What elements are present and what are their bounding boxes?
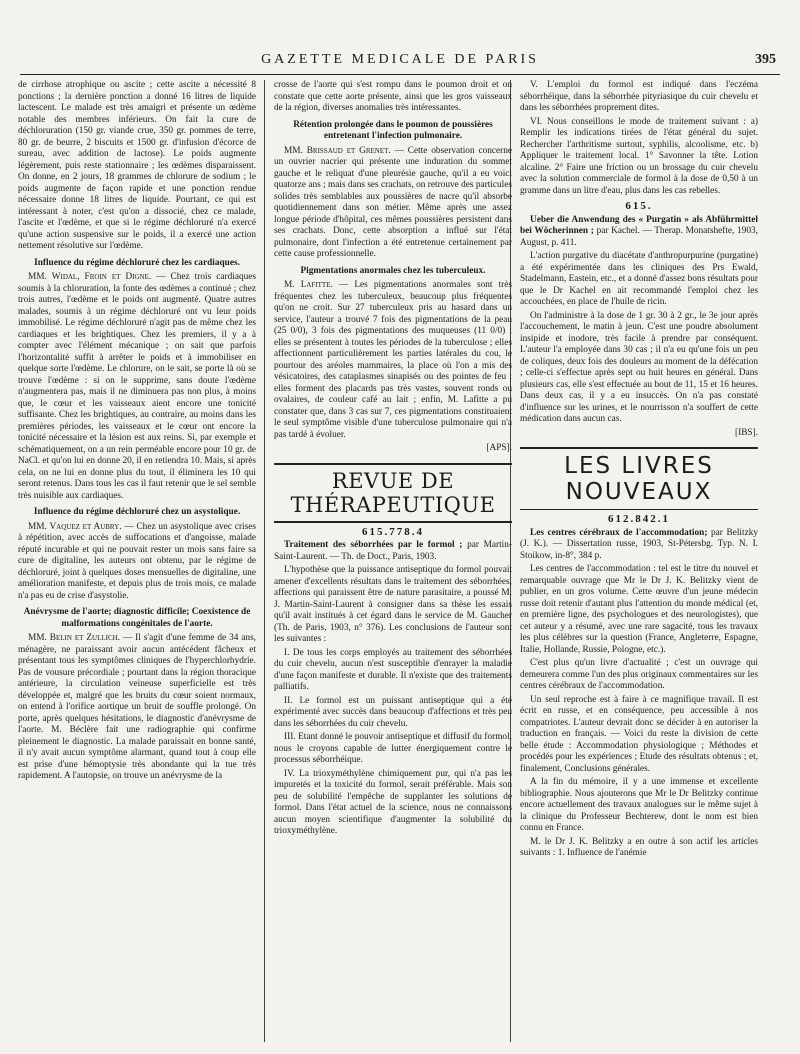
paragraph: III. Etant donné le pouvoir antiseptique et diffusif du formol, nous le croyons capable de lutter énergiquement contre le processus séborrhéique. bbox=[274, 732, 512, 765]
paragraph bbox=[18, 522, 256, 603]
reference-title: Traitement des séborrhées par le formol ; bbox=[284, 540, 463, 550]
paragraph: Les centres de l'accommodation : tel est le titre du nouvel et remarquable ouvrage que Mr le Dr J. K. Belitzky vient de publier, en un gros volume. Cette œuvre d'un jeune médecin russe doit retenir d'autant plus l'attention du monde médical (et, en première ligne, des psychologues et des neurologistes), que cet auteur y a résumé, avec une rare sagacité, tous les travaux les plus célèbres sur la question (France, Angleterre, Espagne, Italie, Hollande, Russie, Pologne, etc.). bbox=[520, 564, 758, 655]
paragraph bbox=[274, 146, 512, 261]
authors: MM. Brissaud et Grenet. bbox=[284, 145, 391, 156]
classification-number: 612.842.1 bbox=[608, 513, 670, 525]
authors: MM. Vaquez et Aubry. bbox=[28, 521, 122, 532]
reference bbox=[274, 540, 512, 563]
section-heading: Pigmentations anormales chez les tuberculeux. bbox=[300, 265, 486, 276]
authors: MM. Belin et Zullich. bbox=[28, 633, 121, 643]
paragraph: Un seul reproche est à faire à ce magnifique travail. Il est écrit en russe, et en conséquence, peu accessible à nos compatriotes. L'auteur devrait donc se décider à en autoriser la traduction en français. — Voici du reste la division de cette belle étude : Accommodation physiologique ; Méthodes et procédés pour les expériences ; Etude des résultats obtenus ; et, finalement, Conclusions générales. bbox=[520, 694, 758, 774]
section-banner-livres: LES LIVRES NOUVEAUX bbox=[520, 447, 758, 510]
paragraph: L'hypothèse que la puissance antiseptique du formol pouvait amener d'excellents résultats dans le traitement des séborrhées, affections qui paraissent être de nature parasitaire, a poussé M. J. Martin-Saint-Laurent à consigner dans sa thèse les essais qu'il avait institués à cet égard dans le service de M. Gaucher (Th. de Paris, 1903, n° 376). Les conclusions de l'auteur sont les suivantes : bbox=[274, 565, 512, 644]
reference bbox=[520, 215, 758, 250]
classification-number: 615.778.4 bbox=[362, 525, 424, 538]
paragraph: II. Le formol est un puissant antiseptique qui a été expérimenté avec succès dans beaucoup d'affections et très peu dans les séborrhées du cuir chevelu. bbox=[274, 695, 512, 729]
column-2 bbox=[274, 80, 512, 1045]
signature: [IBS]. bbox=[735, 427, 758, 438]
paragraph-text: — Les pigmentations anormales sont très fréquentes chez les tuberculeux, beaucoup plus fréquentes qu'on ne croit. Sur 27 tuberculeux pris au hasard dans un service, l'auteur a trouvé 7 fois des pigmentations de la peau (25 0/0), 3 fois des pigmentations des muqueuses (11 0/0) ; elles se présentent à toutes les périodes de la tuberculose ; elles affectionnent particulièrement les parties latérales du cou, le pourtour des aréoles mammaires, la place où l'on a mis des vésicatoires, des cataplasmes sinapisés ou des pointes de feu ; elles forment des placards pas très vastes, souvent ronds ou ovalaires, de couleur café au lait ; enfin, M. Lafitte a pu constater que, dans 3 cas sur 7, ces pigmentations constituaient le seul symptôme visible d'une tuberculose pulmonaire qui n'a pas tardé à évoluer. bbox=[274, 280, 512, 440]
authors: M. Lafitte. bbox=[284, 280, 333, 290]
reference-details: par Martin-Saint-Laurent. — Th. de Doct., Paris, 1903. bbox=[274, 540, 512, 562]
column-1 bbox=[18, 80, 256, 1045]
running-head bbox=[20, 52, 780, 75]
paragraph-text: — Chez un asystolique avec crises à répétition, avec accès de suffocations et d'angoisse, malade réputé incurable et qui ne pouvait rester un mois sans faire sa cure de digitaline, les auteurs ont obtenu, par le régime de déchloruré, joint à quelques doses mensuelles de digitaline, une amélioration manifeste, et depuis plus de trois mois, ce malade n'a pas eu de crise d'asystolie. bbox=[18, 521, 256, 601]
paragraph: M. le Dr J. K. Belitzky a en outre à son actif les articles suivants : 1. Influence de l'anémie bbox=[520, 836, 758, 858]
section-heading: Influence du régime déchloruré chez un asystolique. bbox=[33, 507, 241, 517]
paragraph: I. De tous les corps employés au traitement des séborrhées du cuir chevelu, aucun n'est susceptible d'enrayer la maladie d'une façon manifeste et durable. Il n'existe que des traitements palliatifs. bbox=[274, 647, 512, 692]
section-banner-therapeutique: REVUE DE THÉRAPEUTIQUE bbox=[274, 463, 512, 523]
paragraph: V. L'emploi du formol est indiqué dans l'eczéma séborrhéique, dans la séborrhée pityriasique du cuir chevelu et dans les séborrhées proprement dites. bbox=[520, 80, 758, 113]
reference-details: par Kachel. — Therap. Monatshefte, 1903, August, p. 411. bbox=[520, 226, 758, 248]
page-number: 395 bbox=[755, 52, 776, 67]
paragraph bbox=[18, 272, 256, 502]
paragraph bbox=[18, 633, 256, 783]
paragraph: IV. La trioxyméthylène chimiquement pur, qui n'a pas les impuretés et la toxicité du formol, serait préférable. Mais son peu de solubilité l'empêche de supplanter les solutions de formol. Dans l'état actuel de la science, nous ne connaissons aucun moyen scientifique d'augmenter la solubilité du trioxyméthylène. bbox=[274, 768, 512, 836]
paragraph: crosse de l'aorte qui s'est rompu dans le poumon droit et on constate que cette aorte présente, ainsi que les gros vaisseaux de la région, diverses anomalies très intéressantes. bbox=[274, 80, 512, 113]
column-3 bbox=[520, 80, 758, 1045]
paragraph-text: — Chez trois cardiaques soumis à la chloruration, la fonte des œdèmes a continué ; chez trois autres, l'œdème et le poids ont augmenté. Quatre autres malades, soumis à un régime déchloruré ont vu leur poids immobilisé. Le régime déchloruré n'agit pas de même chez les cardiaques et les brightiques. Chez les premiers, il y a à compter avec l'élément mécanique ; on sait que parfois l'horizontalité suffit à arrêter le poids et à immobiliser en quelque sorte l'œdème. Le chlorure, on le sait, se porte là où se trouve l'œdème : si on le supprime, sans doute l'œdème n'augmentera pas, mais il ne diminuera pas non plus, à moins que, le cœur et les vaisseaux aient encore une tonicité suffisante. Chez les brightiques, au contraire, au moins dans les premières périodes, les vaisseaux et le cœur ont encore la tonicité nécessaire et la lésion est aux reins. Si, par exemple et schématiquement, on a un rein perméable encore pour 10 gr. de NaCl. et qu'on lui en donne 20, il en retiendra 10. Mais, si après cela, on ne lui en donne plus du tout, il éliminera les 10 qui seront retenus. Dans tous les cas il faut retenir que le sel semble très nuisible aux cardiaques. bbox=[18, 272, 256, 501]
paragraph: C'est plus qu'un livre d'actualité ; c'est un ouvrage qui demeurera comme l'un des plus originaux commentaires sur les centres cérébraux de l'accommodation. bbox=[520, 658, 758, 691]
reference-title: Ueber die Anwendung des « Purgatin » als Abführmittel bei Wöcherinnen ; bbox=[520, 214, 758, 236]
reference-details: par Belitzky (J. K.). — Dissertation russe, 1903, St-Pétersbg. Typ. N. I. Stoikow, in-8°, 384 p. bbox=[520, 527, 758, 561]
paragraph: A la fin du mémoire, il y a une immense et excellente bibliographie. Nous ajouterons que Mr le Dr Belitzky continue encore actuellement des travaux analogues sur le même sujet à la clinique du Professeur Bechterew, dont le nom est bien connu en France. bbox=[520, 777, 758, 833]
classification-number: 615. bbox=[625, 200, 653, 212]
paragraph: L'action purgative du diacétate d'anthropurpurine (purgatine) a été expérimentée dans les cliniques des Prs Ewald, Stadelmann, Eastein, etc., et a donné d'assez bons résultats pour que le Dr Kachel en ait recommandé l'emploi chez les accouchées, en place de l'huile de ricin. bbox=[520, 251, 758, 307]
authors: MM. Widal, Froin et Digne. bbox=[28, 272, 152, 282]
signature: [APS]. bbox=[486, 443, 512, 453]
paragraph: On l'administre à la dose de 1 gr. 30 à 2 gr., le 3e jour après l'accouchement, le matin à jeun. C'est une poudre absolument insipide et inodore, très facile à prendre par conséquent. L'auteur l'a employée dans 30 cas ; il n'a eu qu'une fois un peu de coliques, deux fois des douleurs au moment de la défécation ; celle-ci s'effectue après sept ou huit heures en général. Dans plusieurs cas, elle s'est effectuée au bout de 11, 15 et 16 heures. Dans deux cas, il y a eu insuccès. On n'a pas constaté d'influence sur les urines, et le nourrisson n'a souffert de cette médication dans aucun cas. bbox=[520, 310, 758, 424]
paragraph: VI. Nous conseillons le mode de traitement suivant : a) Remplir les indications tirées de l'état général du sujet. Rechercher l'arthritisme surtout, syphilis, alcoolisme, etc. b) Appliquer le traitement local. 1° Savonner la tête. Lotion alcaline. 2° Faire une friction ou un brossage du cuir chevelu avec la solution commerciale de formol à la dose de 0,50 à un gramme dans un litre d'eau, plus dans les cas rebelles. bbox=[520, 116, 758, 196]
section-heading: Anévrysme de l'aorte; diagnostic difficile; Coexistence de malformations congénitales de l'aorte. bbox=[23, 607, 251, 629]
reference-title: Les centres cérébraux de l'accommodation; bbox=[530, 527, 708, 538]
section-heading: Influence du régime déchloruré chez les cardiaques. bbox=[34, 257, 240, 268]
column-rule-left bbox=[264, 80, 265, 1042]
journal-title: GAZETTE MEDICALE DE PARIS bbox=[261, 52, 539, 67]
paragraph-text: — Cette observation concerne un ouvrier nacrier qui présente une induration du sommet gauche et le reliquat d'une pleurésie gauche, qu'il a eu voici quatorze ans ; mais dans ses crachats, on retrouve des particules solides très semblables aux poussières de nacre qu'il absorbe quotidiennement dans son métier. Même après une assez longue période d'hôpital, ces mêmes poussières persistent dans ses crachats. Donc, cette absorption a influé sur l'état pulmonaire, dont l'infection a été entretenue certainement par cette cause professionnelle. bbox=[274, 145, 512, 259]
paragraph-text: — Il s'agit d'une femme de 34 ans, ménagère, ne paraissant avoir aucun antécédent fâcheux et présentant tous les symptômes cliniques de l'hyperchlorhydrie. Pas de vousure précordiale ; pourtant dans la région thoracique antérieure, la circulation veineuse superficielle est très développée et, malgré que les bruits du cœur soient normaux, on entend à l'orifice aortique un bruit de souffle prolongé. On porte, après quelques hésitations, le diagnostic d'anévrysme de l'aorte. M. Béclère fait une radiographie qui confirme pleinement le diagnostic. La malade paraissait en bonne santé, il n'y avait aucun symptôme alarmant, quand tout à coup elle est prise d'une hémoptysie très abondante qui la tue très rapidement. A l'autopsie, on trouve un anévrysme de la bbox=[18, 633, 256, 781]
reference bbox=[520, 528, 758, 563]
paragraph bbox=[274, 280, 512, 441]
section-heading: Rétention prolongée dans le poumon de poussières entretenant l'infection pulmonaire. bbox=[293, 119, 493, 141]
paragraph: de cirrhose atrophique ou ascite ; cette ascite a nécessité 8 ponctions ; la dernière ponction a donné 16 litres de liquide lactescent. Le malade est très amaigri et présente un œdème notable des membres inférieurs. On fait la cure de déchloruration (150 gr. viande crue, 350 gr. pommes de terre, 80 gr. de beurre, 2 biscuits et 1500 gr. d'infusion d'écorce de sureau, avec addition de lactose). Le poids augmente légèrement, puis reste stationnaire ; les œdèmes disparaissent. On donne, en 2 jours, 18 grammes de chlorure de sodium ; le poids augmente de façon rapide et une ponction rendue nécessaire donne 18 litres de liquide. Pourtant, ce qui est intéressant à noter, c'est qu'on a dissocié, chez ce malade, l'ascite et l'œdème, et que si le régime déchloruré n'a exercé qu'une action suspensive sur le poids, il a exercé une action nettement résolutive sur l'œdème. bbox=[18, 80, 256, 251]
